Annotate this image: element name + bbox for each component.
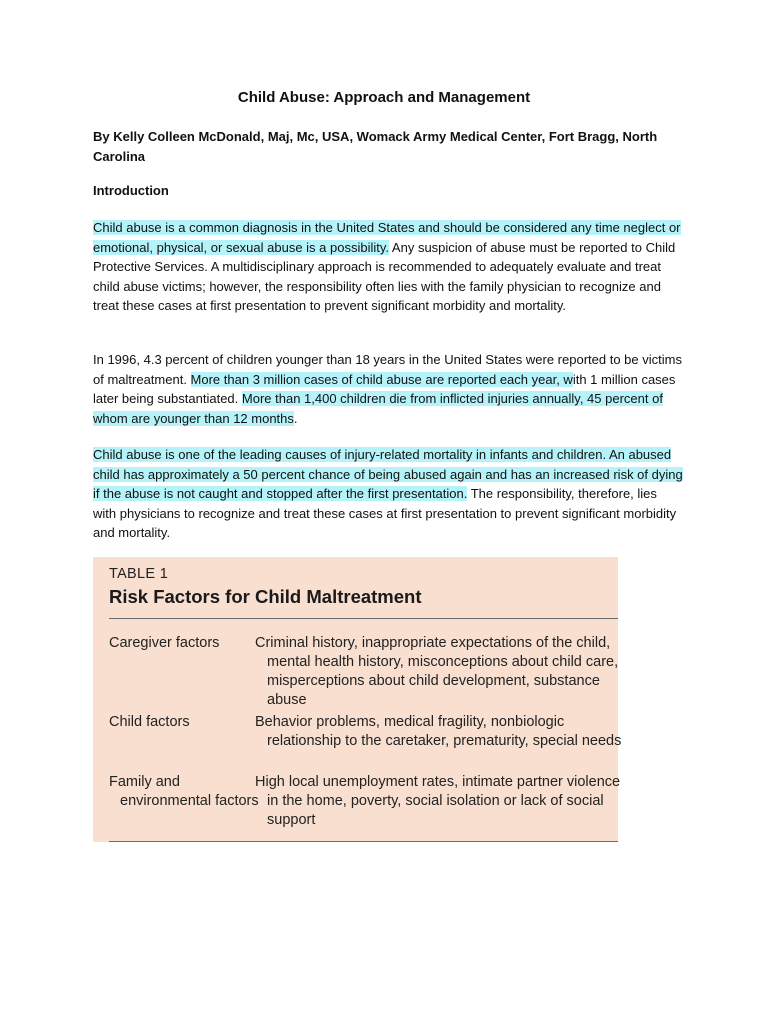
table-row-description: Criminal history, inappropriate expectations of the child, mental health history, misconceptions about child care, misperceptions about child development, substance abuse (255, 635, 619, 708)
paragraph-3 (93, 445, 683, 543)
body-text: In 1996, 4.3 percent of children younger than 18 years in the United States were reported to be victims of maltreatment. (93, 352, 682, 387)
table-row-description: Behavior problems, medical fragility, nonbiologic relationship to the caretaker, prematurity, special needs (255, 714, 622, 749)
paragraph-1 (93, 218, 683, 316)
author-byline: By Kelly Colleen McDonald, Maj, Mc, USA, Womack Army Medical Center, Fort Bragg, North Carolina (93, 129, 658, 164)
highlighted-text: Child abuse is a common diagnosis in the United States and should be considered any time neglect or emotional, physical, or sexual abuse is a possibility. (93, 220, 681, 255)
section-heading: Introduction (93, 183, 169, 198)
body-text: The responsibility, therefore, lies with physicians to recognize and treat these cases at first presentation to prevent significant morbidity and mortality. (93, 486, 677, 540)
body-text: ith 1 million cases later being substantiated. (93, 371, 676, 406)
highlighted-text: Child abuse is one of the leading causes of injury-related mortality in infants and children. An abused child has approximately a 50 percent chance of being abused again and has an increased risk of dying if the abuse is not caught and stopped after the first presentation. (93, 447, 683, 501)
table-title: Risk Factors for Child Maltreatment (109, 586, 422, 607)
table-divider (109, 841, 618, 842)
paragraph-2 (93, 350, 683, 428)
table-row-description: High local unemployment rates, intimate partner violence in the home, poverty, social isolation or lack of social support (255, 774, 621, 828)
risk-factors-table (93, 557, 622, 842)
document-title: Child Abuse: Approach and Management (237, 89, 531, 106)
body-text: Any suspicion of abuse must be reported to Child Protective Services. A multidisciplinary approach is recommended to adequately evaluate and treat child abuse victims; however, the responsibility often lies with the family physician to recognize and treat these cases at first presentation to prevent significant morbidity and mortality. (93, 239, 676, 313)
body-text: . (293, 410, 298, 426)
table-row-category: Caregiver factors (109, 635, 220, 651)
table-row-category: Child factors (109, 714, 190, 730)
highlighted-text: More than 1,400 children die from inflicted injuries annually, 45 percent of whom are younger than 12 months (93, 391, 663, 426)
highlighted-text: More than 3 million cases of child abuse are reported each year, w (190, 371, 573, 387)
table-row-category: Family and environmental factors (109, 774, 259, 809)
table-label: TABLE 1 (109, 566, 169, 582)
table-divider (109, 618, 618, 619)
